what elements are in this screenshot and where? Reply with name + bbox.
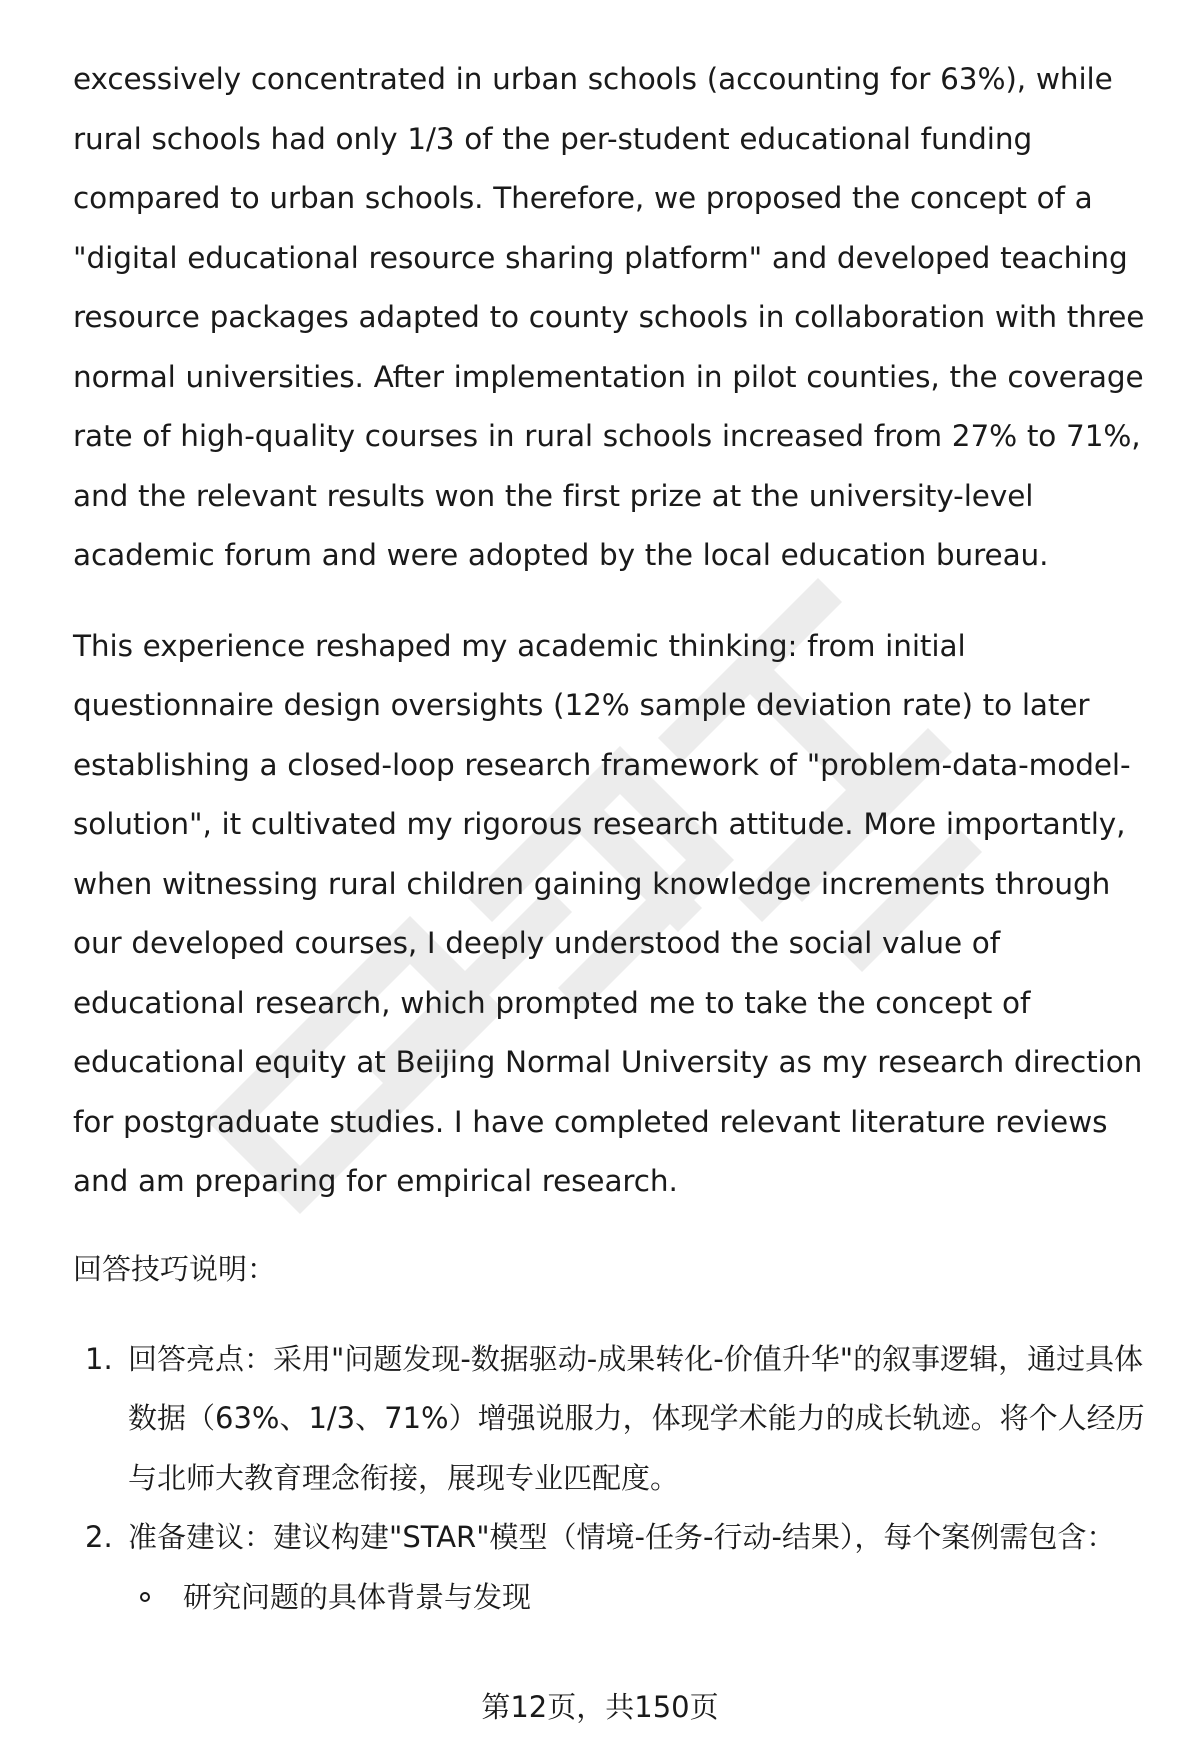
tips-list [73, 1330, 1163, 1627]
body-paragraph-1: excessively concentrated in urban schools (accounting for 63%), while rural schools had only 1/3 of the per-student educational funding compared to urban schools. Therefore, we proposed the concept of a "digital educational resource sharing platform" and developed teaching resource packages adapted to county schools in collaboration with three normal universities. After implementation in pilot counties, the coverage rate of high-quality courses in rural schools increased from 27% to 71%, and the relevant results won the first prize at the university-level academic forum and were adopted by the local education bureau. [73, 62, 1145, 572]
tip-item [73, 1330, 1163, 1509]
subtips-list [128, 1568, 1163, 1627]
hollow-bullet-icon [140, 1592, 150, 1602]
body-paragraph-2: This experience reshaped my academic thinking: from initial questionnaire design oversights (12% sample deviation rate) to later establishing a closed-loop research framework of "problem-data-model-solution", it cultivated my rigorous research attitude. More importantly, when witnessing rural children gaining knowledge increments through our developed courses, I deeply understood the social value of educational research, which prompted me to take the concept of educational equity at Beijing Normal University as my research direction for postgraduate studies. I have completed relevant literature reviews and am preparing for empirical research. [73, 628, 1143, 1198]
tip-text: 回答亮点：采用"问题发现-数据驱动-成果转化-价值升华"的叙事逻辑，通过具体数据（63%、1/3、71%）增强说服力，体现学术能力的成长轨迹。将个人经历与北师大教育理念衔接，展现专业匹配度。 [128, 1341, 1145, 1495]
tip-number: 2. [85, 1520, 113, 1554]
tips-heading: 回答技巧说明： [73, 1251, 277, 1286]
subtip-item [128, 1568, 1163, 1627]
tip-text: 准备建议：建议构建"STAR"模型（情境-任务-行动-结果），每个案例需包含： [128, 1520, 1116, 1554]
page-number-footer: 第12页，共150页 [481, 1690, 719, 1724]
document-page [73, 50, 1163, 1627]
tip-item [73, 1508, 1163, 1627]
subtip-text: 研究问题的具体背景与发现 [183, 1579, 532, 1614]
tip-number: 1. [85, 1341, 113, 1376]
